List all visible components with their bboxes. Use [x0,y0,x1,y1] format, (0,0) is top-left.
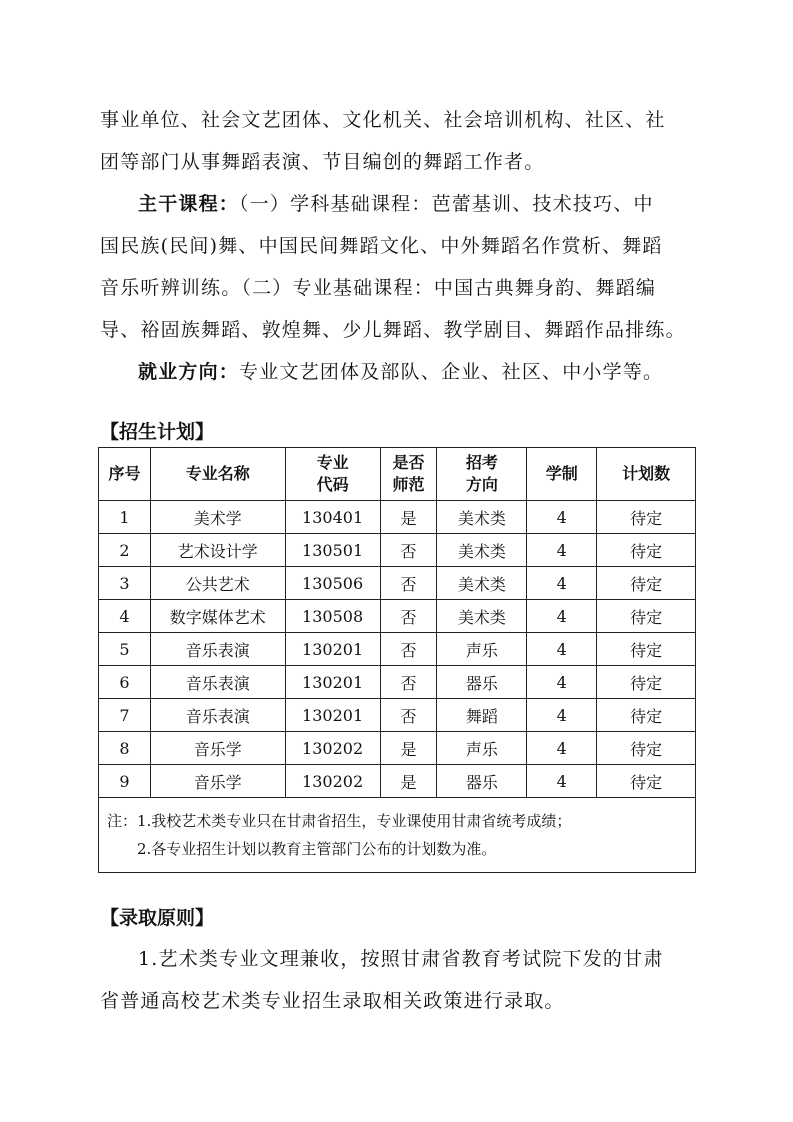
intro-line-1: 事业单位、社会文艺团体、文化机关、社会培训机构、社区、社 [100,109,666,131]
table-row [99,501,696,534]
cell-code: 130506 [285,567,380,600]
cell-quota: 待定 [597,600,696,633]
employment-line [138,357,663,384]
cell-normal: 否 [380,534,437,567]
cell-quota: 待定 [597,732,696,765]
plan-title: 【招生计划】 [100,421,215,443]
cell-years: 4 [527,765,597,798]
cell-name: 音乐学 [150,765,285,798]
cell-normal: 是 [380,501,437,534]
cell-code: 130201 [285,666,380,699]
courses-line-3: 音乐听辨训练。（二）专业基础课程：中国古典舞身韵、舞蹈编 [100,277,657,299]
cell-direction: 声乐 [437,633,527,666]
cell-seq: 7 [99,699,151,732]
cell-name: 音乐表演 [150,633,285,666]
cell-code: 130202 [285,765,380,798]
cell-quota: 待定 [597,501,696,534]
employment-text: 专业文艺团体及部队、企业、社区、中小学等。 [239,361,664,383]
cell-direction: 美术类 [437,567,527,600]
cell-name: 公共艺术 [150,567,285,600]
table-row [99,699,696,732]
header-normal: 是否 师范 [380,448,437,501]
admission-line-2: 省普通高校艺术类专业招生录取相关政策进行录取。 [100,990,565,1012]
cell-years: 4 [527,600,597,633]
header-years: 学制 [527,448,597,501]
cell-code: 130508 [285,600,380,633]
cell-code: 130501 [285,534,380,567]
cell-name: 艺术设计学 [150,534,285,567]
cell-seq: 2 [99,534,151,567]
cell-years: 4 [527,699,597,732]
cell-direction: 声乐 [437,732,527,765]
cell-normal: 是 [380,765,437,798]
admission-title: 【录取原则】 [100,907,215,929]
cell-direction: 器乐 [437,765,527,798]
cell-seq: 6 [99,666,151,699]
cell-quota: 待定 [597,633,696,666]
cell-direction: 舞蹈 [437,699,527,732]
cell-normal: 否 [380,666,437,699]
cell-name: 音乐学 [150,732,285,765]
cell-code: 130401 [285,501,380,534]
cell-direction: 美术类 [437,501,527,534]
header-direction: 招考 方向 [437,448,527,501]
cell-years: 4 [527,534,597,567]
table-row [99,534,696,567]
employment-label: 就业方向： [138,361,240,383]
cell-name: 数字媒体艺术 [150,600,285,633]
table-row [99,666,696,699]
note-line-1: 注：1.我校艺术类专业只在甘肃省招生，专业课使用甘肃省统考成绩； [107,812,572,830]
table-row [99,765,696,798]
cell-code: 130201 [285,699,380,732]
cell-direction: 器乐 [437,666,527,699]
table-row [99,600,696,633]
table-note [99,798,696,873]
cell-direction: 美术类 [437,534,527,567]
cell-seq: 9 [99,765,151,798]
courses-line-2: 国民族(民间)舞、中国民间舞蹈文化、中外舞蹈名作赏析、舞蹈 [100,235,663,257]
cell-years: 4 [527,567,597,600]
courses-line-1 [138,189,654,216]
cell-normal: 否 [380,567,437,600]
cell-quota: 待定 [597,534,696,567]
cell-normal: 否 [380,633,437,666]
cell-quota: 待定 [597,765,696,798]
table-row [99,732,696,765]
header-name: 专业名称 [150,448,285,501]
cell-years: 4 [527,732,597,765]
courses-label: 主干课程： [138,193,240,215]
header-quota: 计划数 [597,448,696,501]
cell-code: 130202 [285,732,380,765]
cell-name: 音乐表演 [150,666,285,699]
header-code: 专业 代码 [285,448,380,501]
cell-quota: 待定 [597,699,696,732]
cell-name: 美术学 [150,501,285,534]
cell-code: 130201 [285,633,380,666]
cell-seq: 1 [99,501,151,534]
table-note-row [99,798,696,873]
plan-table [98,447,696,873]
intro-line-2: 团等部门从事舞蹈表演、节目编创的舞蹈工作者。 [100,151,545,173]
note-line-2: 2.各专业招生计划以教育主管部门公布的计划数为准。 [137,840,497,858]
header-seq: 序号 [99,448,151,501]
cell-years: 4 [527,633,597,666]
cell-years: 4 [527,666,597,699]
cell-seq: 3 [99,567,151,600]
courses-line-4: 导、裕固族舞蹈、敦煌舞、少儿舞蹈、教学剧目、舞蹈作品排练。 [100,319,686,341]
cell-quota: 待定 [597,567,696,600]
cell-normal: 是 [380,732,437,765]
cell-years: 4 [527,501,597,534]
cell-normal: 否 [380,699,437,732]
cell-seq: 8 [99,732,151,765]
admission-line-1: 1.艺术类专业文理兼收，按照甘肃省教育考试院下发的甘肃 [138,948,664,970]
cell-seq: 4 [99,600,151,633]
table-row [99,567,696,600]
plan-table-header [99,448,696,501]
cell-normal: 否 [380,600,437,633]
table-row [99,633,696,666]
cell-direction: 美术类 [437,600,527,633]
cell-quota: 待定 [597,666,696,699]
cell-seq: 5 [99,633,151,666]
courses-text-1: （一）学科基础课程：芭蕾基训、技术技巧、中 [239,193,654,215]
cell-name: 音乐表演 [150,699,285,732]
